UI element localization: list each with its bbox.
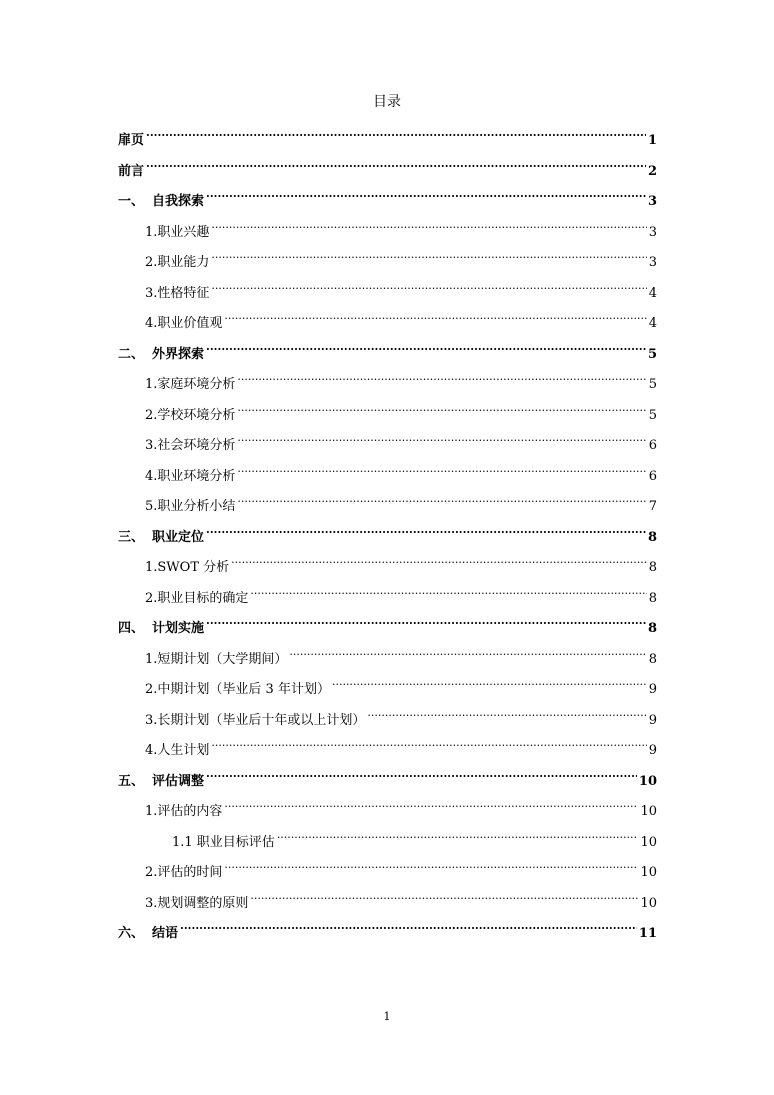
toc-leader-dots	[206, 340, 646, 358]
toc-leader-dots	[231, 553, 647, 571]
toc-entry-number: 六、	[118, 926, 145, 941]
toc-entry-label: 1.家庭环境分析	[145, 377, 236, 392]
toc-entry[interactable]	[145, 462, 657, 486]
toc-entry-label: 4.职业环境分析	[145, 469, 236, 484]
toc-entry-page: 8	[648, 591, 657, 606]
toc-entry-label: 2.学校环境分析	[145, 408, 236, 423]
toc-entry-label: 计划实施	[152, 621, 205, 636]
toc-entry-label: 结语	[152, 926, 179, 941]
toc-entry-label: 职业定位	[152, 530, 205, 545]
toc-leader-dots	[211, 248, 646, 266]
toc-entry-number: 二、	[118, 347, 145, 362]
toc-entry-page: 6	[648, 469, 657, 484]
toc-entry-page: 5	[648, 408, 657, 423]
toc-title: 目录	[373, 94, 401, 110]
toc-entry-page: 8	[648, 652, 657, 667]
toc-leader-dots	[206, 614, 646, 632]
toc-leader-dots	[250, 889, 638, 907]
toc-entry-page: 3	[647, 194, 657, 209]
toc-entry[interactable]	[145, 309, 657, 333]
toc-leader-dots	[146, 126, 646, 144]
toc-entry-page: 10	[640, 835, 657, 850]
toc-leader-dots	[211, 218, 646, 236]
toc-leader-dots	[206, 767, 637, 785]
toc-entry-number: 五、	[118, 774, 145, 789]
toc-entry[interactable]	[145, 736, 657, 760]
toc-leader-dots	[237, 370, 646, 388]
toc-entry-page: 8	[647, 530, 657, 545]
toc-entry-label: 4.人生计划	[145, 743, 210, 758]
toc-entry[interactable]	[145, 553, 657, 577]
toc-entry-page: 4	[648, 286, 657, 301]
toc-entry[interactable]	[145, 706, 657, 730]
toc-entry-label: 3.长期计划（毕业后十年或以上计划）	[145, 713, 366, 728]
toc-entry-label: 自我探索	[152, 194, 205, 209]
toc-entry-page: 9	[648, 682, 657, 697]
toc-entry-page: 10	[640, 865, 657, 880]
toc-entry[interactable]	[118, 767, 657, 791]
toc-leader-dots	[289, 645, 646, 663]
toc-entry-label: 1.1 职业目标评估	[172, 835, 275, 850]
toc-entry[interactable]	[118, 340, 657, 364]
toc-leader-dots	[211, 279, 646, 297]
toc-entry-label: 扉页	[118, 133, 145, 148]
toc-entry-page: 9	[648, 743, 657, 758]
toc-entry[interactable]	[145, 675, 657, 699]
toc-entry-label: 1.职业兴趣	[145, 225, 210, 240]
toc-entry[interactable]	[172, 828, 657, 852]
toc-entry[interactable]	[145, 370, 657, 394]
toc-entry-page: 5	[647, 347, 657, 362]
toc-entry-label: 3.性格特征	[145, 286, 210, 301]
toc-leader-dots	[224, 309, 646, 327]
toc-leader-dots	[206, 523, 646, 541]
toc-entry-label: 3.社会环境分析	[145, 438, 236, 453]
toc-entry[interactable]	[145, 492, 657, 516]
toc-entry[interactable]	[145, 218, 657, 242]
toc-entry-page: 11	[638, 926, 657, 941]
toc-entry-label: 1.评估的内容	[145, 804, 223, 819]
toc-leader-dots	[277, 828, 639, 846]
toc-entry[interactable]	[118, 523, 657, 547]
toc-leader-dots	[146, 157, 646, 175]
toc-entry[interactable]	[145, 858, 657, 882]
toc-leader-dots	[250, 584, 646, 602]
toc-leader-dots	[224, 797, 638, 815]
toc-entry-page: 10	[640, 804, 657, 819]
toc-entry-label: 1.SWOT 分析	[145, 560, 230, 575]
toc-entry[interactable]	[118, 919, 657, 943]
toc-entry[interactable]	[145, 797, 657, 821]
toc-leader-dots	[180, 919, 637, 937]
toc-entry-label: 3.规划调整的原则	[145, 896, 249, 911]
toc-entry-label: 前言	[118, 164, 145, 179]
toc-leader-dots	[211, 736, 646, 754]
toc-entry[interactable]	[145, 279, 657, 303]
toc-entry-label: 2.职业目标的确定	[145, 591, 249, 606]
toc-entry-label: 5.职业分析小结	[145, 499, 236, 514]
toc-entry[interactable]	[118, 614, 657, 638]
toc-entry-page: 7	[648, 499, 657, 514]
toc-entry[interactable]	[145, 248, 657, 272]
toc-leader-dots	[367, 706, 646, 724]
toc-entry[interactable]	[145, 645, 657, 669]
toc-entry[interactable]	[118, 187, 657, 211]
toc-entry-page: 3	[648, 225, 657, 240]
toc-entry-number: 三、	[118, 530, 145, 545]
toc-entry-page: 6	[648, 438, 657, 453]
toc-entry-page: 8	[647, 621, 657, 636]
toc-entry[interactable]	[118, 126, 657, 150]
toc-leader-dots	[237, 401, 646, 419]
toc-entry-label: 外界探索	[152, 347, 205, 362]
toc-leader-dots	[332, 675, 647, 693]
toc-entry-number: 一、	[118, 194, 145, 209]
toc-leader-dots	[224, 858, 638, 876]
toc-entry-page: 2	[647, 164, 657, 179]
toc-entry[interactable]	[145, 889, 657, 913]
toc-leader-dots	[237, 492, 646, 510]
toc-entry-page: 1	[647, 133, 657, 148]
toc-entry-page: 3	[648, 255, 657, 270]
toc-entry-label: 2.中期计划（毕业后 3 年计划）	[145, 682, 330, 697]
toc-entry[interactable]	[145, 584, 657, 608]
toc-leader-dots	[237, 462, 646, 480]
toc-entry[interactable]	[145, 401, 657, 425]
toc-entry-page: 4	[648, 316, 657, 331]
toc-entry[interactable]	[145, 431, 657, 455]
toc-entry[interactable]	[118, 157, 657, 181]
toc-entry-page: 10	[640, 896, 657, 911]
toc-entry-label: 2.评估的时间	[145, 865, 223, 880]
toc-entry-page: 9	[648, 713, 657, 728]
page-number: 1	[383, 1010, 391, 1023]
toc-entry-label: 4.职业价值观	[145, 316, 223, 331]
toc-entry-label: 评估调整	[152, 774, 205, 789]
toc-leader-dots	[206, 187, 646, 205]
toc-entry-label: 2.职业能力	[145, 255, 210, 270]
toc-entry-page: 5	[648, 377, 657, 392]
toc-entry-label: 1.短期计划（大学期间）	[145, 652, 288, 667]
toc-entry-number: 四、	[118, 621, 145, 636]
toc-entry-page: 10	[638, 774, 657, 789]
toc-entry-page: 8	[648, 560, 657, 575]
toc-leader-dots	[237, 431, 646, 449]
